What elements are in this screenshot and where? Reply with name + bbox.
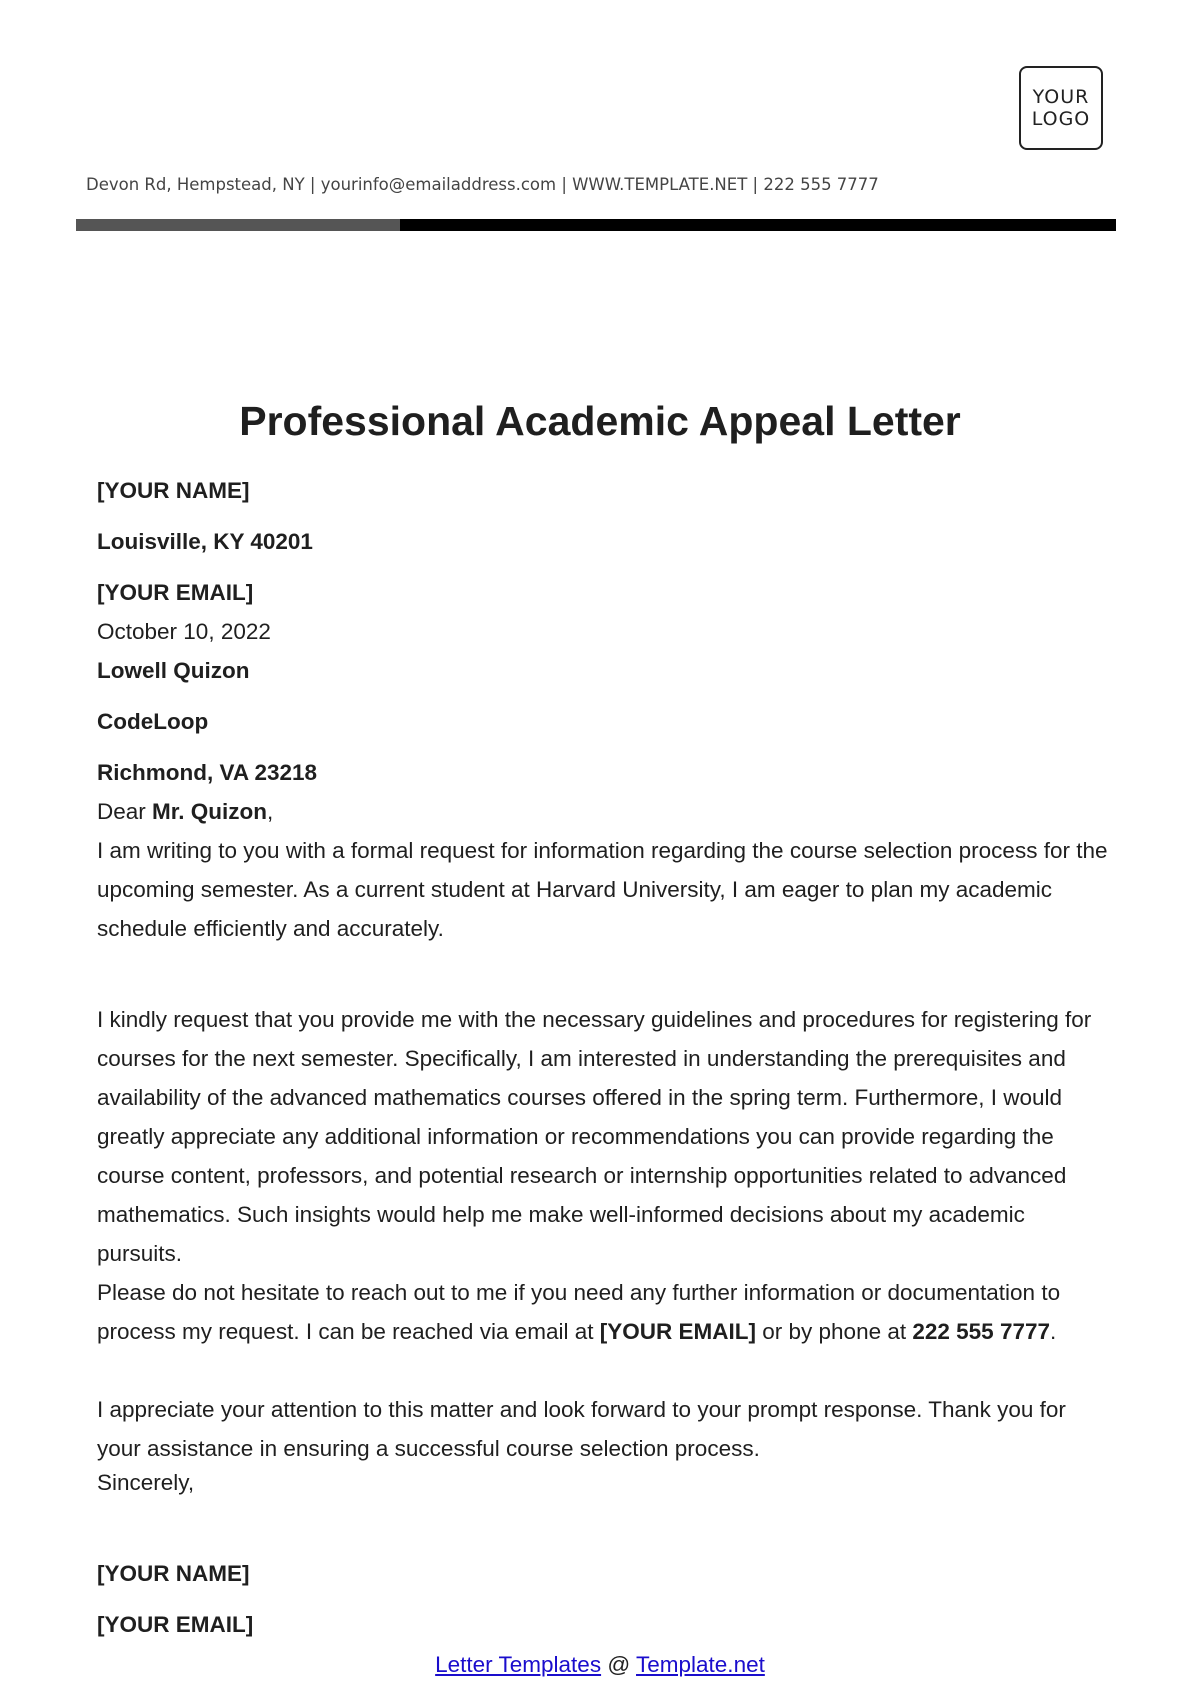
header-divider-gray <box>76 219 400 231</box>
logo-text-line1: YOUR <box>1032 86 1090 108</box>
letter-closing: Sincerely, <box>97 1470 195 1495</box>
letter-date: October 10, 2022 <box>97 619 271 644</box>
paragraph-3-text-2: or by phone at <box>756 1319 913 1344</box>
recipient-address: Richmond, VA 23218 <box>97 760 318 785</box>
sender-address: Louisville, KY 40201 <box>97 529 313 554</box>
greeting-recipient: Mr. Quizon <box>152 799 268 824</box>
body-paragraph-1: I am writing to you with a formal request for information regarding the course selection process for the upcoming semester. As a current student at Harvard University, I am eager to plan my academic schedule efficiently and accurately. <box>97 838 1108 941</box>
letter-templates-link[interactable]: Letter Templates <box>435 1652 602 1677</box>
signature-name: [YOUR NAME] <box>97 1561 250 1586</box>
footer-attribution <box>0 1650 1200 1680</box>
body-paragraph-2: I kindly request that you provide me with the necessary guidelines and procedures for registering for courses for the next semester. Specifically, I am interested in understanding the prerequisites and availability of the advanced mathematics courses offered in the spring term. Furthermore, I would greatly appreciate any additional information or recommendations you can provide regarding the course content, professors, and potential research or internship opportunities related to advanced mathematics. Such insights would help me make well-informed decisions about my academic pursuits. <box>97 1007 1092 1266</box>
signature-email: [YOUR EMAIL] <box>97 1612 254 1637</box>
body-paragraph-4: I appreciate your attention to this matter and look forward to your prompt response. Thank you for your assistance in ensuring a successful course selection process. <box>97 1397 1066 1461</box>
template-net-link[interactable]: Template.net <box>636 1652 765 1677</box>
recipient-name: Lowell Quizon <box>97 658 250 683</box>
sender-email: [YOUR EMAIL] <box>97 580 254 605</box>
greeting <box>97 797 273 827</box>
footer-separator: @ <box>601 1652 637 1677</box>
greeting-suffix: , <box>267 799 274 824</box>
paragraph-3-text: Please do not hesitate to reach out to me if you need any further information or documentation to process my request. I can be reached via email at <box>97 1280 1061 1344</box>
body-paragraph-3 <box>97 1273 1112 1351</box>
recipient-company: CodeLoop <box>97 709 209 734</box>
header-divider-black <box>400 219 1116 231</box>
logo-text-line2: LOGO <box>1031 108 1091 130</box>
paragraph-3-phone: 222 555 7777 <box>912 1319 1050 1344</box>
header-contact-info: Devon Rd, Hempstead, NY | yourinfo@emailaddress.com | WWW.TEMPLATE.NET | 222 555 7777 <box>86 175 879 194</box>
sender-name: [YOUR NAME] <box>97 478 250 503</box>
logo-placeholder <box>1019 66 1103 150</box>
paragraph-3-end: . <box>1050 1319 1057 1344</box>
paragraph-3-email: [YOUR EMAIL] <box>599 1319 756 1344</box>
greeting-prefix: Dear <box>97 799 153 824</box>
letter-title: Professional Academic Appeal Letter <box>239 398 961 444</box>
